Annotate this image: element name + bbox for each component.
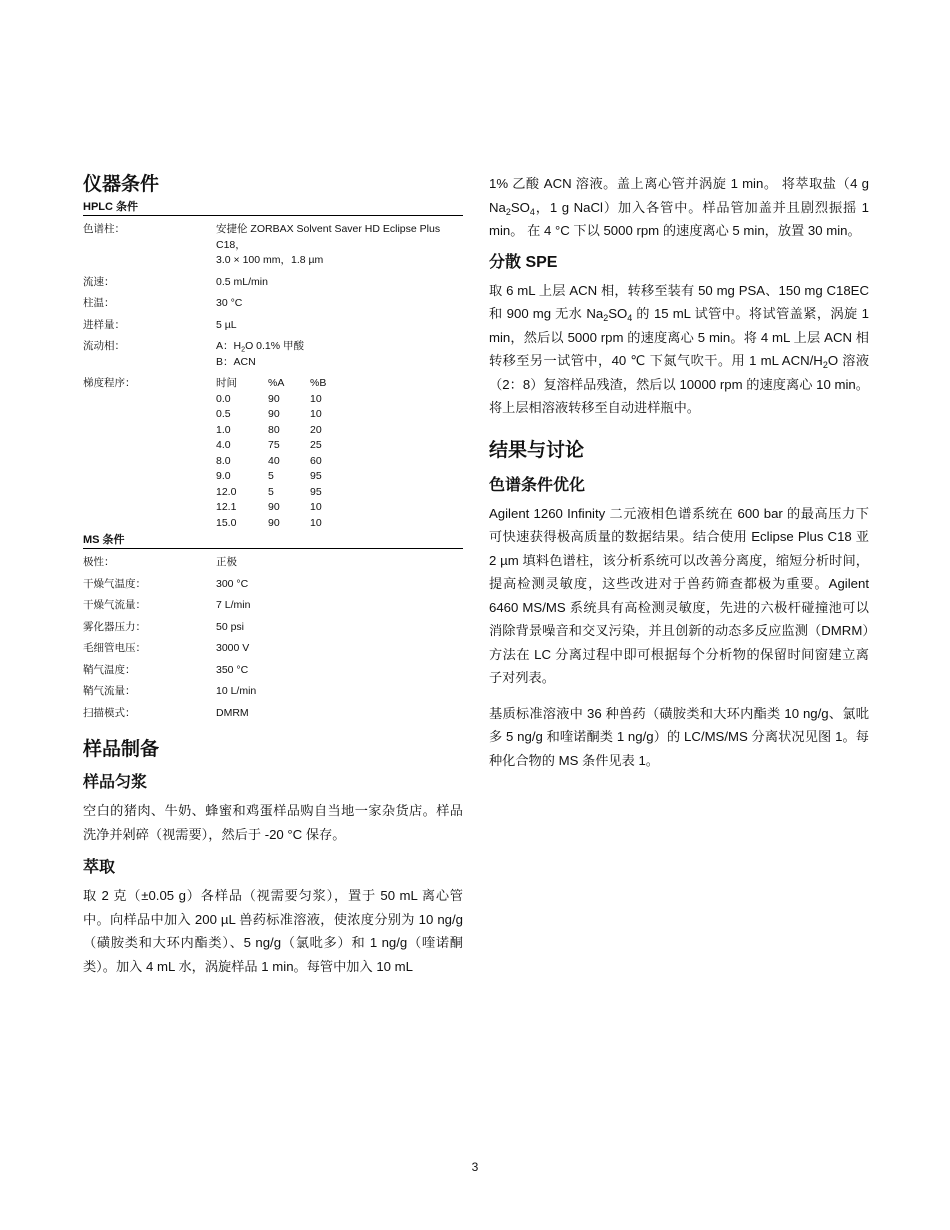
hplc-row-value-line: 安捷伦 ZORBAX Solvent Saver HD Eclipse Plus C18， [216,223,441,251]
hplc-row-value [216,296,463,312]
gradient-table [216,376,463,531]
ms-row-value-line: DMRM [216,706,249,719]
ms-row [83,598,463,614]
hplc-row [83,318,463,334]
gradient-cell: 0.0 [216,392,231,405]
ms-row-value [216,663,463,679]
ms-conditions-header: MS 条件 [83,533,463,549]
ms-row-label: 毛细管电压： [83,642,146,654]
dispersive-spe-text: 取 6 mL 上层 ACN 相，转移至装有 50 mg PSA、150 mg C18EC 和 900 mg 无水 $Na_2SO_4$ 的 15 mL 试管中。将试管盖紧，涡旋 1 min，然后以 5000 rpm 的速度离心 5 min。将 4 mL 上层 ACN 相转移至另一试管中，40 ℃ 下氮气吹干。用 1 mL ACN/$H_2O$ 溶液（2：8）复溶样品残渣，然后以 10000 rpm 的速度离心 10 min。将上层相溶液转移至自动进样瓶中。 [489,282,870,415]
mobile-phase-value [216,339,463,370]
gradient-cell: 40 [268,454,280,467]
gradient-cell: 75 [268,439,280,451]
sample-prep-heading: 样品制备 [83,739,160,760]
gradient-cell: 5 [268,485,274,498]
extraction-heading: 萃取 [83,859,116,876]
ms-row [83,620,463,636]
gradient-cell: 9.0 [216,470,231,482]
gradient-row [83,376,463,531]
gradient-cell: 10 [310,392,322,405]
ms-row-value-line: 正极 [216,556,237,568]
ms-row [83,641,463,657]
ms-row-label: 极性： [83,556,115,568]
ms-row-value-line: 50 psi [216,620,245,633]
hplc-row-label: 柱温： [83,297,115,309]
extraction-continued-text: 1% 乙酸 ACN 溶液。盖上离心管并涡旋 1 min。 将萃取盐（4 g $Na_2SO_4$，1 g NaCl）加入各管中。样品管加盖并且剧烈振摇 1 min。 在 4 °C 下以 5000 rpm 的速度离心 5 min，放置 30 min。 [489,176,869,238]
ms-row-value [216,555,463,571]
right-column [489,172,869,772]
gradient-header-cell: %B [310,377,327,389]
gradient-cell: 90 [268,501,280,513]
gradient-label: 梯度程序： [83,377,136,389]
ms-row-value-line: 3000 V [216,642,250,654]
gradient-cell: 8.0 [216,454,231,467]
ms-row-value-line: 10 L/min [216,685,257,697]
ms-row-value [216,684,463,700]
gradient-cell: 12.0 [216,485,237,498]
gradient-cell: 5 [268,470,274,482]
mobile-phase-b: B：ACN [216,355,256,368]
gradient-cell: 4.0 [216,439,231,451]
gradient-cell: 95 [310,470,322,482]
ms-row-label: 鞘气流量： [83,685,136,697]
homogenization-text: 空白的猪肉、牛奶、蜂蜜和鸡蛋样品购自当地一家杂货店。样品洗净并剁碎（视需要），然后于 -20 °C 保存。 [83,803,463,842]
ms-row [83,706,463,722]
hplc-conditions-table [83,222,463,333]
chromatography-text: Agilent 1260 Infinity 二元液相色谱系统在 600 bar 的最高压力下可快速获得极高质量的数据结果。结合使用 Eclipse Plus C18 亚 2 µm 填料色谱柱，该分析系统可以改善分离度，缩短分析时间，提高检测灵敏度，这些改进对于兽药筛查都极为重要。Agilent 6460 MS/MS 系统具有高检测灵敏度，先进的六极杆碰撞池可以消除背景噪音和交叉污染，并且创新的动态多反应监测（DMRM）方法在 LC 分离过程中即可根据每个分析物的保留时间窗建立离子对列表。 [489,505,869,685]
hplc-conditions-header: HPLC 条件 [83,200,463,216]
ms-row-value-line: 7 L/min [216,599,251,611]
ms-row-value-line: 300 °C [216,577,249,590]
hplc-row-value-line: 5 µL [216,318,237,331]
results-heading: 结果与讨论 [489,439,585,461]
hplc-row-label: 进样量： [83,318,125,331]
gradient-header-cell: 时间 [216,377,237,389]
ms-row-value [216,620,463,636]
ms-row [83,555,463,571]
hplc-row-value [216,318,463,334]
gradient-cell: 10 [310,501,322,513]
gradient-cell: 15.0 [216,516,237,529]
ms-row [83,663,463,679]
gradient-cell: 12.1 [216,501,237,513]
hplc-row-value [216,222,463,269]
hplc-row-value [216,275,463,291]
extraction-text: 取 2 克（±0.05 g）各样品（视需要匀浆），置于 50 mL 离心管中。向样品中加入 200 µL 兽药标准溶液，使浓度分别为 10 ng/g（磺胺类和大环内酯类）、5 ng/g（氯吡多）和 1 ng/g（喹诺酮类）。加入 4 mL 水，涡旋样品 1 min。每管中加入 10 mL [83,888,463,974]
ms-row-value [216,706,463,722]
homogenization-heading: 样品匀浆 [83,774,148,791]
ms-row-label: 扫描模式： [83,706,136,719]
left-column [83,172,463,978]
gradient-cell: 90 [268,392,280,405]
matrix-standard-text: 基质标准溶液中 36 种兽药（磺胺类和大环内酯类 10 ng/g、氯吡多 5 ng/g 和喹诺酮类 1 ng/g）的 LC/MS/MS 分离状况见图 1。每种化合物的 MS 条件见表 1。 [489,705,869,768]
mobile-phase-row [83,339,463,370]
ms-row-label: 干燥气流量： [83,599,146,611]
hplc-row-value-line: 30 °C [216,297,243,309]
mobile-phase-a: A：$H_2O$ 0.1% 甲酸 [216,340,304,354]
hplc-row-value-line: 0.5 mL/min [216,275,268,288]
gradient-cell: 90 [268,516,280,529]
ms-row-value [216,598,463,614]
gradient-cell: 0.5 [216,408,231,420]
ms-row-label: 干燥气温度： [83,577,146,590]
mobile-phase-label: 流动相： [83,340,125,352]
page-number: 3 [471,1160,479,1174]
ms-row-value [216,577,463,593]
ms-row-label: 鞘气温度： [83,663,136,676]
hplc-row-value-line2: 3.0 × 100 mm，1.8 µm [216,254,324,266]
hplc-row-label: 色谱柱： [83,223,125,235]
hplc-row [83,296,463,312]
gradient-cell: 25 [310,439,322,451]
gradient-cell: 10 [310,516,322,529]
ms-row [83,577,463,593]
ms-row-label: 雾化器压力： [83,620,146,633]
gradient-cell: 60 [310,454,322,467]
gradient-cell: 10 [310,408,322,420]
dispersive-spe-heading: 分散 SPE [489,253,558,271]
instrument-conditions-heading: 仪器条件 [83,174,160,195]
chromatography-optimization-heading: 色谱条件优化 [489,476,586,494]
hplc-row [83,275,463,291]
hplc-row-label: 流速： [83,275,115,288]
gradient-cell: 90 [268,408,280,420]
ms-row [83,684,463,700]
gradient-cell: 1.0 [216,423,231,436]
gradient-cell: 80 [268,423,280,436]
ms-row-value [216,641,463,657]
ms-conditions-table [83,555,463,721]
gradient-cell: 95 [310,485,322,498]
ms-row-value-line: 350 °C [216,663,249,676]
gradient-cell: 20 [310,423,322,436]
gradient-header-cell: %A [268,377,285,389]
hplc-row [83,222,463,269]
